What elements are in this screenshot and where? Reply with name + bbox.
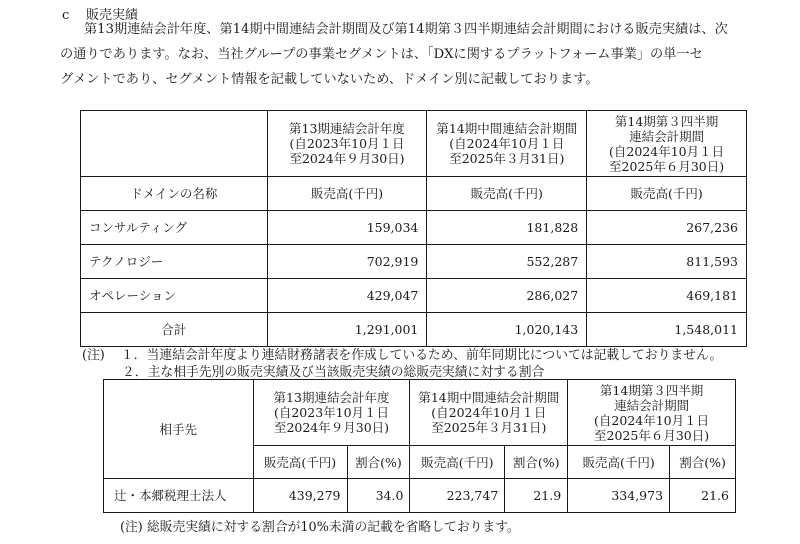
period-header-row [104,380,736,446]
table-row [81,211,747,245]
ratio-value: 21.9 [505,479,568,513]
note-2: ２．主な相手先別の販売実績及び当該販売実績の総販売実績に対する割合 [122,365,545,380]
sales-value: 267,236 [587,211,747,245]
ratio-value: 34.0 [347,479,410,513]
intro-paragraph [60,17,750,92]
sales-by-domain-table [80,110,747,347]
sales-value: 223,747 [410,479,505,513]
sales-value: 702,919 [267,245,427,279]
table-row [104,479,736,513]
sales-value: 469,181 [587,279,747,313]
sales-value: 439,279 [253,479,347,513]
domain-name-header: ドメインの名称 [81,177,268,211]
ratio-header: 割合(%) [670,446,736,479]
period-header: 第14期中間連結会計期間 (自2024年10月１日 至2025年３月31日) [410,380,568,446]
empty-header-cell [81,111,268,177]
sales-header: 販売高(千円) [410,446,505,479]
sales-value: 552,287 [427,245,587,279]
partner-header: 相手先 [104,380,254,479]
period-header: 第14期第３四半期 連結会計期間 (自2024年10月１日 至2025年６月30日) [587,111,747,177]
note-prefix: (注) [82,348,105,363]
sales-header: 販売高(千円) [568,446,670,479]
sales-value: 181,828 [427,211,587,245]
sales-value: 811,593 [587,245,747,279]
intro-line: の通りであります。なお、当社グループの事業セグメントは、「DXに関するプラットフォーム事業」の単一セ [60,47,703,62]
domain-name: テクノロジー [81,245,268,279]
table-row [81,245,747,279]
intro-line: 第13期連結会計年度、第14期中間連結会計期間及び第14期第３四半期連結会計期間における販売実績は、次 [84,22,728,37]
section-title: 販売実績 [86,8,139,23]
sales-value: 334,973 [568,479,670,513]
period-header-row [81,111,747,177]
total-value: 1,291,001 [267,313,427,347]
note-text: １．当連結会計年度より連結財務諸表を作成しているため、前年同期比については記載しておりません。 [120,348,723,363]
total-label: 合計 [81,313,268,347]
period-header: 第13期連結会計年度 (自2023年10月１日 至2024年９月30日) [253,380,410,446]
ratio-header: 割合(%) [505,446,568,479]
period-header: 第14期第３四半期 連結会計期間 (自2024年10月１日 至2025年６月30日) [568,380,736,446]
footnote: (注) 総販売実績に対する割合が10%未満の記載を省略しております。 [120,520,520,535]
partner-name: 辻・本郷税理士法人 [104,479,254,513]
sales-header: 販売高(千円) [427,177,587,211]
sales-header: 販売高(千円) [267,177,427,211]
total-value: 1,548,011 [587,313,747,347]
ratio-value: 21.6 [670,479,736,513]
total-value: 1,020,143 [427,313,587,347]
total-row [81,313,747,347]
period-header: 第13期連結会計年度 (自2023年10月１日 至2024年９月30日) [267,111,427,177]
period-header: 第14期中間連結会計期間 (自2024年10月１日 至2025年３月31日) [427,111,587,177]
intro-line: グメントであり、セグメント情報を記載していないため、ドメイン別に記載しております。 [60,72,599,87]
sales-header: 販売高(千円) [253,446,347,479]
sales-header: 販売高(千円) [587,177,747,211]
section-letter: c [62,8,70,23]
sales-by-partner-table [103,379,736,513]
sales-value: 286,027 [427,279,587,313]
sales-value: 159,034 [267,211,427,245]
table-row [81,279,747,313]
domain-name: オペレーション [81,279,268,313]
ratio-header: 割合(%) [347,446,410,479]
sales-value: 429,047 [267,279,427,313]
domain-name: コンサルティング [81,211,268,245]
column-header-row [81,177,747,211]
